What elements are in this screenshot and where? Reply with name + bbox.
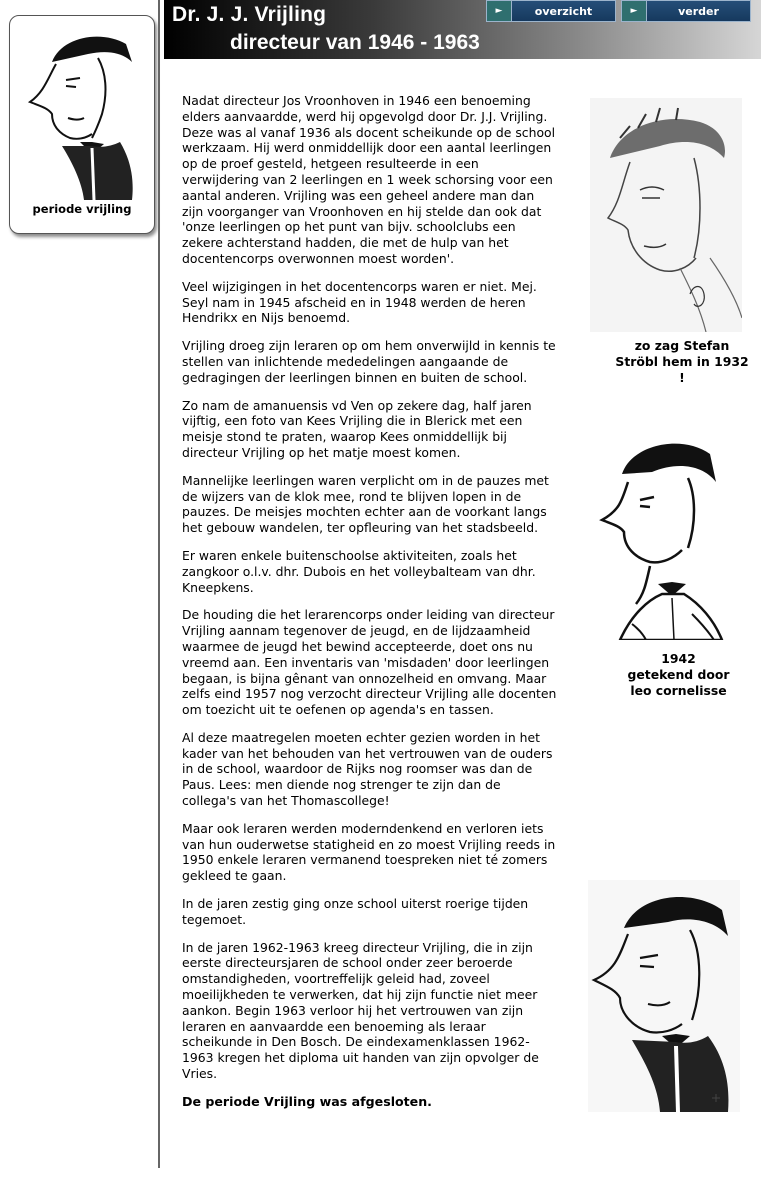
ink-caricature-portrait-icon xyxy=(592,434,742,640)
page-subtitle: directeur van 1946 - 1963 xyxy=(230,31,480,54)
caption-line: zo zag Stefan xyxy=(634,338,730,353)
article-paragraph: Al deze maatregelen moeten echter gezien worden in het kader van het behouden van het vertrouwen van de ouders in de school, waardoor de Rijks nog roomser was dan de Paus. Lees: men diende nog strenger te zijn dan de collega's van het Thomascollege! xyxy=(182,729,553,809)
caption-line: Ströbl hem in 1932 xyxy=(615,354,749,369)
caption-line: 1942 xyxy=(661,651,696,666)
figure-caption xyxy=(606,651,751,699)
page-title: Dr. J. J. Vrijling xyxy=(172,3,327,26)
article-paragraph: Nadat directeur Jos Vroonhoven in 1946 een benoeming elders aanvaardde, werd hij opgevolgd door Dr. J.J. Vrijling. Deze was al vanaf 1936 als docent scheikunde op de school werkzaam. Hij werd onmiddellijk door een aantal leerlingen op de proef gesteld, hetgeen resulteerde in een verwijdering van 2 leerlingen en 1 week schorsing voor een aantal anderen. Vrijling was een geheel andere man dan zijn voorganger van Vroonhoven en hij stelde dan ook dat 'onze leerlingen op het punt van bijv. schoolclubs een zekere achterstand hadden, die met de hulp van het docentencorps overwonnen moest worden'. xyxy=(182,93,556,266)
pencil-sketch-portrait-icon xyxy=(590,98,742,332)
sidebar-card[interactable] xyxy=(9,15,155,234)
article-paragraph: In de jaren zestig ging onze school uiterst roerige tijden tegemoet. xyxy=(182,896,529,927)
article-closing: De periode Vrijling was afgesloten. xyxy=(182,1093,432,1109)
caption-line: leo cornelisse xyxy=(630,683,727,698)
verder-button[interactable] xyxy=(621,0,751,22)
article-body xyxy=(182,93,558,1110)
arrow-icon: ► xyxy=(622,1,647,21)
article-paragraph: Mannelijke leerlingen waren verplicht om in de pauzes met de wijzers van de klok mee, rond te blijven lopen in de pauzes. De meisjes mochten echter aan de voorkant langs het gebouw wandelen, ter opfleuring van het stadsbeeld. xyxy=(182,472,549,536)
article-paragraph: Veel wijzigingen in het docentencorps waren er niet. Mej. Seyl nam in 1945 afscheid en in 1948 werden de heren Hendrikx en Nijs benoemd. xyxy=(182,278,537,326)
article-paragraph: In de jaren 1962-1963 kreeg directeur Vrijling, die in zijn eerste directeursjaren de school onder zeer beroerde omstandigheden, voortreffelijk geleid had, zoveel moeilijkheden te verwerken, dat hij zijn functie niet meer aankon. Begin 1963 verloor hij het vertrouwen van zijn leraren en aanvaardde een benoeming als leraar scheikunde in Den Bosch. De eindexamenklassen 1962-1963 kregen het diploma uit handen van zijn opvolger de Vries. xyxy=(182,939,539,1082)
article-paragraph: Maar ook leraren werden moderndenkend en verloren iets van hun ouderwetse statigheid en zo moest Vrijling reeds in 1950 enkele leraren vermanend toespreken niet té zomers gekleed te gaan. xyxy=(182,820,556,884)
article-paragraph: Zo nam de amanuensis vd Ven op zekere dag, half jaren vijftig, een foto van Kees Vrijling die in Blerick met een meisje stond te praten, waarop Kees onmiddellijk bij directeur Vrijling op het matje moest komen. xyxy=(182,397,532,460)
figure-caption xyxy=(602,338,762,386)
caption-line: getekend door xyxy=(627,667,730,682)
sidebar-divider xyxy=(158,0,160,1168)
article-paragraph: Er waren enkele buitenschoolse aktiviteiten, zoals het zangkoor o.l.v. dhr. Dubois en het volleybalteam van dhr. Kneepkens. xyxy=(182,547,536,595)
caricature-portrait-icon xyxy=(588,880,740,1112)
overzicht-button[interactable] xyxy=(486,0,616,22)
overzicht-button-label: overzicht xyxy=(534,4,593,18)
arrow-icon: ► xyxy=(487,1,512,21)
page-header xyxy=(164,0,761,59)
sidebar-caption: periode vrijling xyxy=(32,202,132,216)
caption-line: ! xyxy=(679,370,685,385)
verder-button-label: verder xyxy=(678,4,719,18)
article-paragraph: Vrijling droeg zijn leraren op om hem onverwijld in kennis te stellen van inlichtende mededelingen aangaande de gedragingen der leerlingen binnen en buiten de school. xyxy=(182,338,556,385)
caricature-portrait-icon xyxy=(22,22,144,200)
article-paragraph: De houding die het lerarencorps onder leiding van directeur Vrijling aannam tegenover de jeugd, en de lijdzaamheid waarmee de jeugd het bewind accepteerde, doet ons nu vreemd aan. Een inventaris van 'misdaden' door leerlingen begaan, is bijna gênant van onnozelheid en omvang. Maar zelfs eind 1957 nog verzocht directeur Vrijling alle docenten om toezicht uit te oefenen op agenda's en tassen. xyxy=(182,607,557,718)
